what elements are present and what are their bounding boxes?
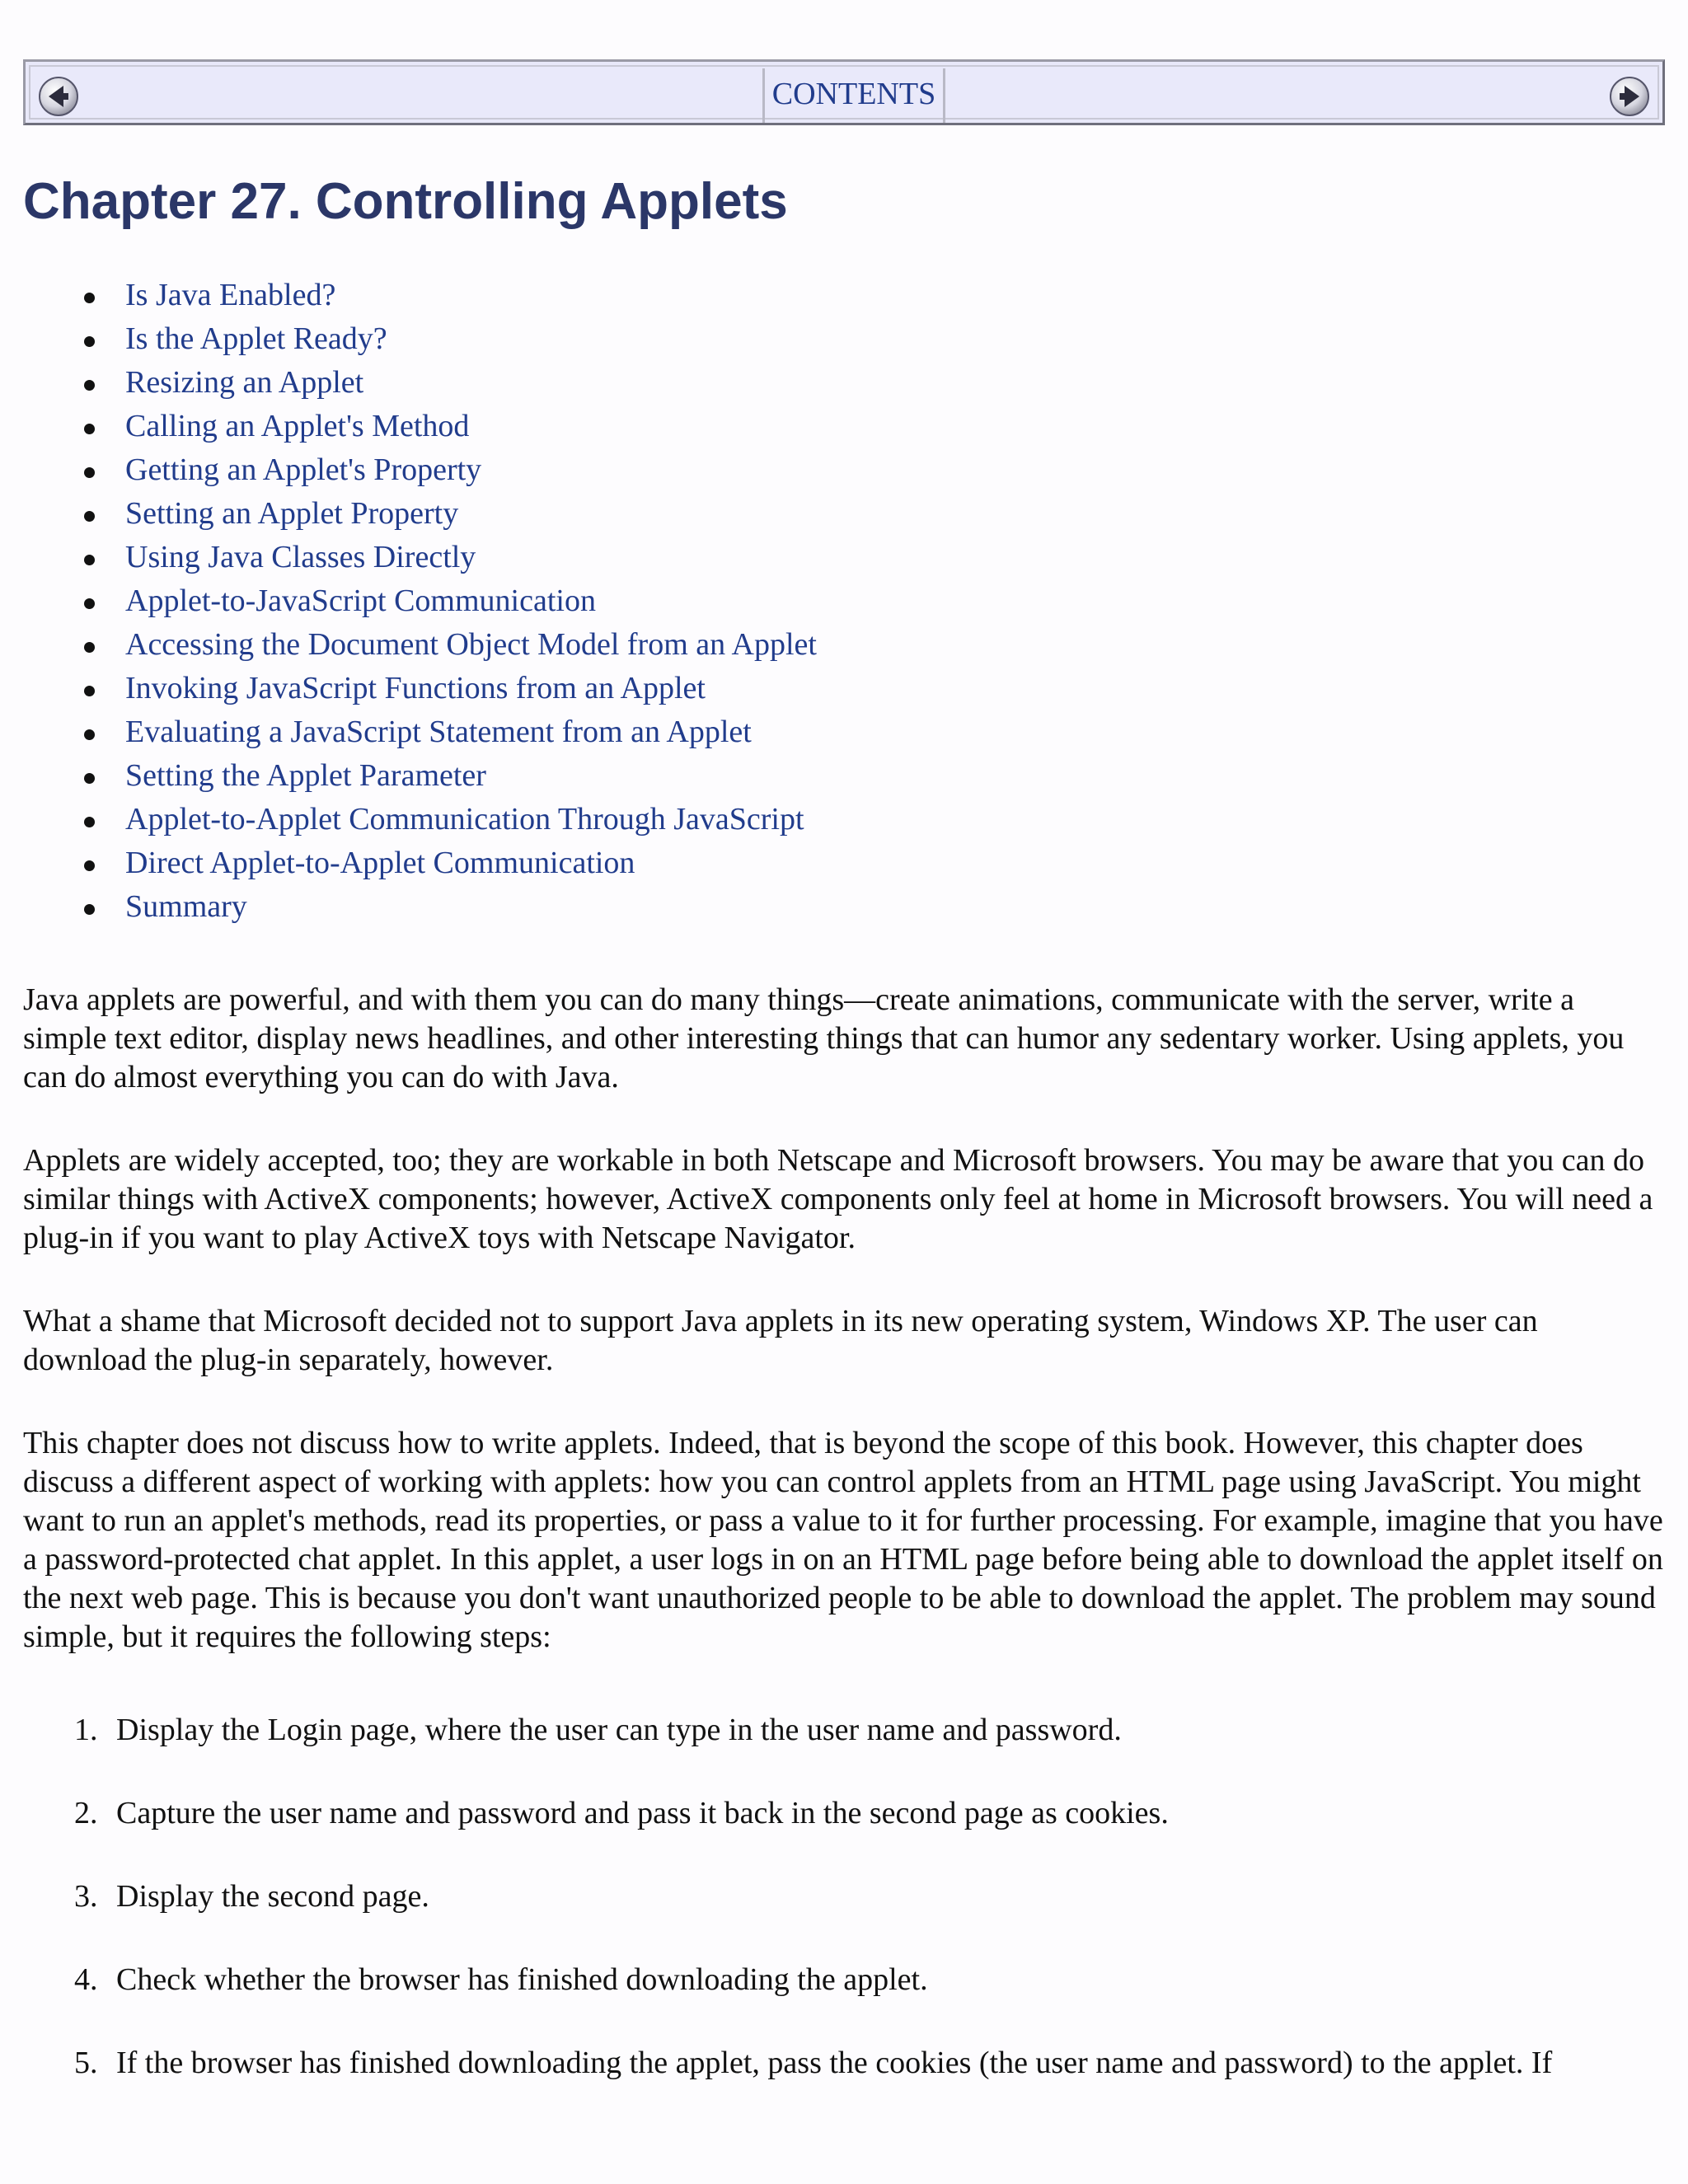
step-number: 3. (74, 1879, 98, 1914)
bullet-icon (84, 424, 95, 434)
right-arrow-icon[interactable] (1608, 75, 1651, 118)
body-paragraph: This chapter does not discuss how to write applets. Indeed, that is beyond the scope of this book. However, this chapter does discuss a different aspect of working with applets: how you can control applets from an HTML page using JavaScript. You might want to run an applet's methods, read its properties, or pass a value to it for further processing. For example, imagine that you have a password-protected chat applet. In this applet, a user logs in on an HTML page before being able to download the applet itself on the next web page. This is because you don't want unauthorized people to be able to download the applet. The problem may sound simple, but it requires the following steps: (23, 1426, 1663, 1654)
step-text: Display the Login page, where the user can type in the user name and password. (116, 1713, 1122, 1747)
toc-link[interactable]: Direct Applet-to-Applet Communication (125, 846, 635, 880)
toc-link[interactable]: Summary (125, 889, 247, 924)
bullet-icon (84, 380, 95, 391)
toc-link[interactable]: Applet-to-JavaScript Communication (125, 583, 596, 618)
step-text: Capture the user name and password and pass it back in the second page as cookies. (116, 1796, 1169, 1830)
list-item (23, 798, 817, 841)
list-item (23, 1877, 1665, 1961)
bullet-icon (84, 773, 95, 784)
toc-link[interactable]: Is Java Enabled? (125, 278, 336, 312)
list-item (23, 667, 817, 710)
body-paragraph: Java applets are powerful, and with them you can do many things—create animations, communicate with the server, write a simple text editor, display news headlines, and other interesting things that can humor any sedentary worker. Using applets, you can do almost everything you can do with Java. (23, 982, 1625, 1094)
step-number: 1. (74, 1713, 98, 1747)
toc-link[interactable]: Using Java Classes Directly (125, 540, 476, 574)
navigation-bar-inner (29, 65, 1659, 120)
bullet-icon (84, 336, 95, 347)
table-of-contents (23, 274, 817, 929)
list-item (23, 885, 817, 929)
list-item (23, 492, 817, 536)
toc-link[interactable]: Invoking JavaScript Functions from an Applet (125, 671, 706, 705)
bullet-icon (84, 860, 95, 871)
list-item (23, 1794, 1665, 1877)
toc-link[interactable]: Applet-to-Applet Communication Through JavaScript (125, 802, 804, 837)
list-item (23, 579, 817, 623)
step-text: Check whether the browser has finished downloading the applet. (116, 1962, 928, 1997)
bullet-icon (84, 904, 95, 915)
list-item (23, 448, 817, 492)
bullet-icon (84, 467, 95, 478)
body-paragraph: Applets are widely accepted, too; they are workable in both Netscape and Microsoft browsers. You may be aware that you can do similar things with ActiveX components; however, ActiveX components only feel at home in Microsoft browsers. You will need a plug-in if you want to play ActiveX toys with Netscape Navigator. (23, 1143, 1653, 1255)
bullet-icon (84, 511, 95, 522)
list-item (23, 754, 817, 798)
list-item (23, 841, 817, 885)
list-item (23, 274, 817, 317)
toc-link[interactable]: Setting an Applet Property (125, 496, 459, 531)
step-number: 5. (74, 2046, 98, 2080)
step-number: 2. (74, 1796, 98, 1830)
page-title: Chapter 27. Controlling Applets (23, 173, 788, 230)
left-arrow-icon[interactable] (37, 75, 80, 118)
bullet-icon (84, 729, 95, 740)
numbered-steps (23, 1711, 1665, 2127)
list-item (23, 536, 817, 579)
list-item (23, 2044, 1665, 2127)
bullet-icon (84, 555, 95, 565)
step-text: If the browser has finished downloading the applet, pass the cookies (the user name and password) to the applet. If (116, 2046, 1553, 2080)
toc-link[interactable]: Is the Applet Ready? (125, 321, 387, 356)
toc-link[interactable]: Evaluating a JavaScript Statement from an Applet (125, 715, 752, 749)
toc-link[interactable]: Calling an Applet's Method (125, 409, 470, 443)
bullet-icon (84, 598, 95, 609)
step-number: 4. (74, 1962, 98, 1997)
list-item (23, 405, 817, 448)
navigation-bar (23, 59, 1665, 125)
toc-link[interactable]: Accessing the Document Object Model from an Applet (125, 627, 817, 662)
bullet-icon (84, 817, 95, 827)
toc-link[interactable]: Setting the Applet Parameter (125, 758, 486, 793)
list-item (23, 710, 817, 754)
body-paragraph: What a shame that Microsoft decided not to support Java applets in its new operating system, Windows XP. The user can download the plug-in separately, however. (23, 1304, 1538, 1377)
list-item (23, 1711, 1665, 1794)
toc-link[interactable]: Resizing an Applet (125, 365, 364, 400)
step-text: Display the second page. (116, 1879, 429, 1914)
list-item (23, 361, 817, 405)
contents-link[interactable]: CONTENTS (762, 68, 945, 123)
bullet-icon (84, 293, 95, 303)
bullet-icon (84, 686, 95, 696)
bullet-icon (84, 642, 95, 653)
list-item (23, 1961, 1665, 2044)
toc-link[interactable]: Getting an Applet's Property (125, 452, 482, 487)
list-item (23, 623, 817, 667)
list-item (23, 317, 817, 361)
